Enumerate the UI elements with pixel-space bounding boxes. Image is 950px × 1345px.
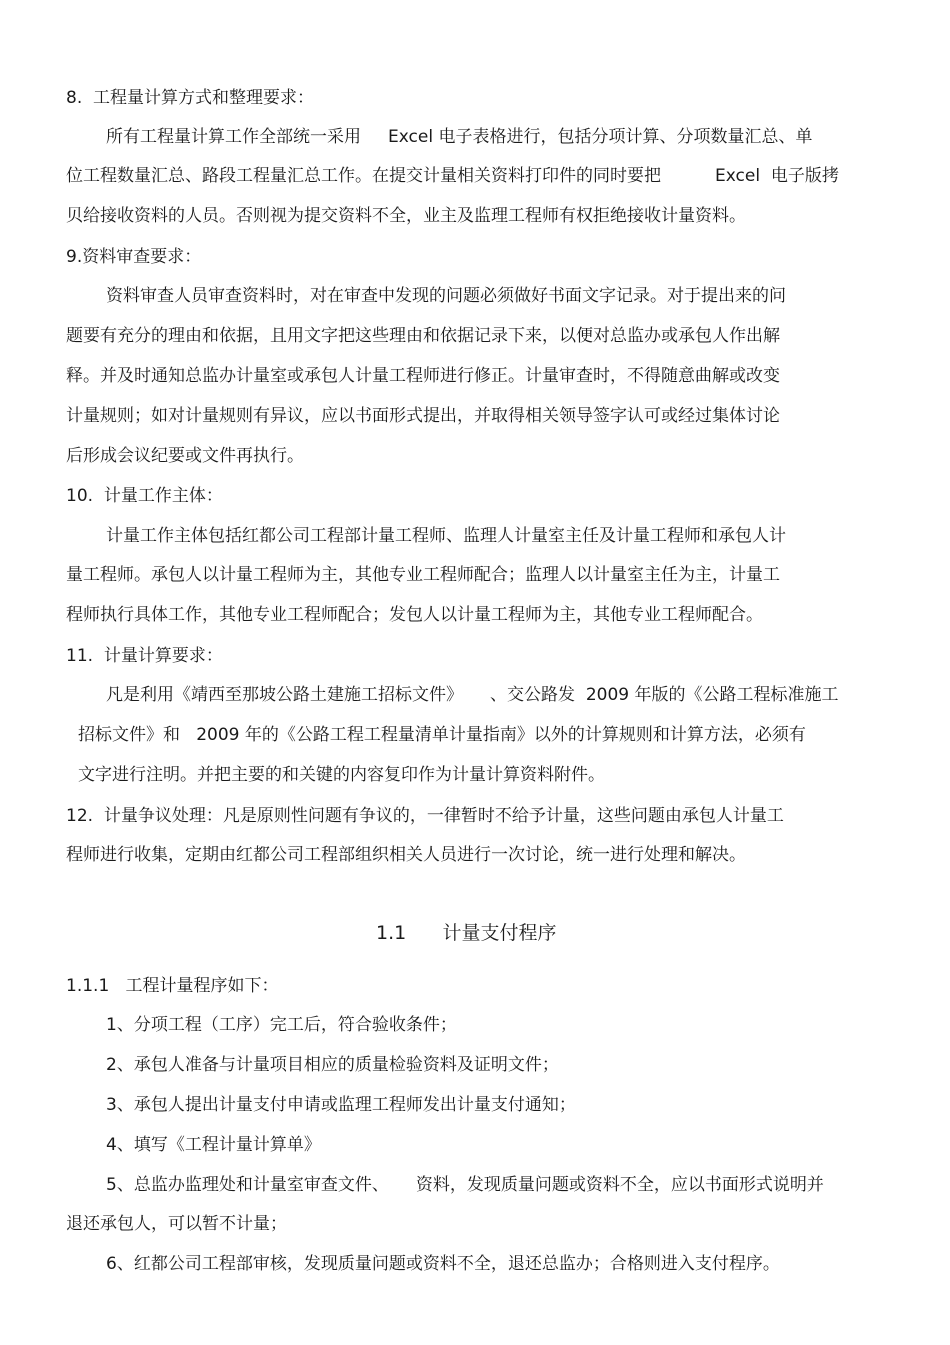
list-item: 6、红都公司工程部审核，发现质量问题或资料不全，退还总监办；合格则进入支付程序。 bbox=[106, 1254, 780, 1274]
paragraph-line: 文字进行注明。并把主要的和关键的内容复印作为计量计算资料附件。 bbox=[78, 765, 605, 785]
list-item: 1、分项工程（工序）完工后，符合验收条件； bbox=[106, 1015, 457, 1035]
paragraph-line: 位工程数量汇总、路段工程量汇总工作。在提交计量相关资料打印件的同时要把 Excel 电子版拷 bbox=[66, 166, 839, 186]
section-8-heading: 8. 工程量计算方式和整理要求： bbox=[66, 88, 315, 108]
paragraph-line: 凡是利用《靖西至那坡公路土建施工招标文件》 、交公路发 2009 年版的《公路工程标准施工 bbox=[106, 685, 839, 705]
paragraph-line: 贝给接收资料的人员。否则视为提交资料不全，业主及监理工程师有权拒绝接收计量资料。 bbox=[66, 206, 746, 226]
list-item: 2、承包人准备与计量项目相应的质量检验资料及证明文件； bbox=[106, 1055, 559, 1075]
paragraph-line: 所有工程量计算工作全部统一采用 Excel 电子表格进行，包括分项计算、分项数量汇总、单 bbox=[106, 127, 813, 147]
section-10-heading: 10. 计量工作主体： bbox=[66, 486, 223, 506]
paragraph-line: 计量规则；如对计量规则有异议，应以书面形式提出，并取得相关领导签字认可或经过集体讨论 bbox=[66, 406, 780, 426]
list-item: 5、总监办监理处和计量室审查文件、 资料，发现质量问题或资料不全，应以书面形式说明并 bbox=[106, 1175, 824, 1195]
section-1-1-title: 1.1 计量支付程序 bbox=[376, 922, 557, 944]
subsection-1-1-1-heading: 1.1.1 工程计量程序如下： bbox=[66, 976, 279, 996]
paragraph-line: 计量工作主体包括红都公司工程部计量工程师、监理人计量室主任及计量工程师和承包人计 bbox=[106, 526, 786, 546]
paragraph-line: 程师进行收集，定期由红都公司工程部组织相关人员进行一次讨论，统一进行处理和解决。 bbox=[66, 845, 746, 865]
list-item: 3、承包人提出计量支付申请或监理工程师发出计量支付通知； bbox=[106, 1095, 576, 1115]
paragraph-line: 释。并及时通知总监办计量室或承包人计量工程师进行修正。计量审查时，不得随意曲解或改变 bbox=[66, 366, 780, 386]
paragraph-line: 题要有充分的理由和依据，且用文字把这些理由和依据记录下来，以便对总监办或承包人作出解 bbox=[66, 326, 780, 346]
paragraph-line: 量工程师。承包人以计量工程师为主，其他专业工程师配合；监理人以计量室主任为主，计量工 bbox=[66, 565, 780, 585]
list-item-continuation: 退还承包人，可以暂不计量； bbox=[66, 1214, 287, 1234]
paragraph-line: 后形成会议纪要或文件再执行。 bbox=[66, 446, 304, 466]
section-9-heading: 9.资料审查要求： bbox=[66, 247, 202, 267]
section-11-heading: 11. 计量计算要求： bbox=[66, 646, 223, 666]
paragraph-line: 招标文件》和 2009 年的《公路工程工程量清单计量指南》以外的计算规则和计算方法，必须有 bbox=[78, 725, 806, 745]
section-12-heading: 12. 计量争议处理：凡是原则性问题有争议的，一律暂时不给予计量，这些问题由承包人计量工 bbox=[66, 806, 784, 826]
paragraph-line: 资料审查人员审查资料时，对在审查中发现的问题必须做好书面文字记录。对于提出来的问 bbox=[106, 286, 786, 306]
paragraph-line: 程师执行具体工作，其他专业工程师配合；发包人以计量工程师为主，其他专业工程师配合。 bbox=[66, 605, 763, 625]
list-item: 4、填写《工程计量计算单》 bbox=[106, 1135, 321, 1155]
